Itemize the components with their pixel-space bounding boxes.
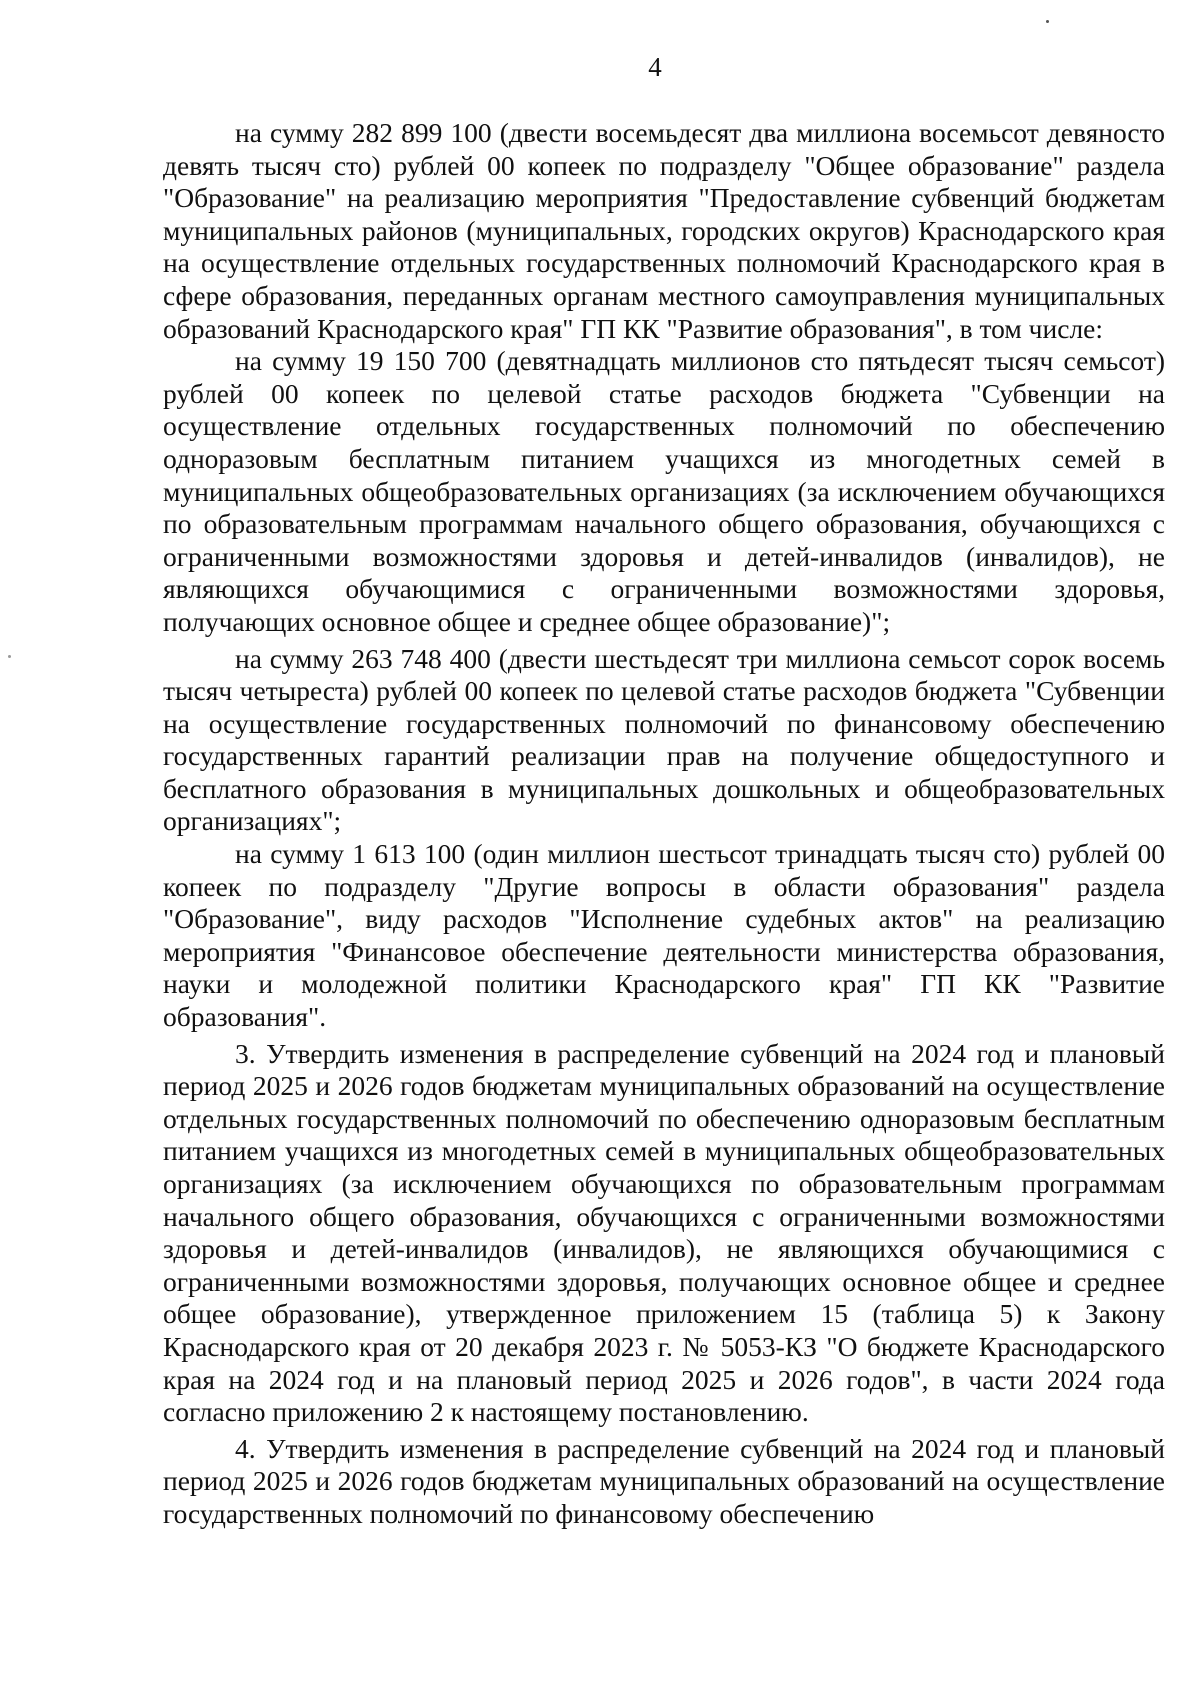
paragraph-general-education-amount: на сумму 282 899 100 (двести восемьдесят два миллиона восемьсот девяносто девять тысяч сто) рублей 00 копеек по подразделу "Общее образование" раздела "Образование" на реализацию мероприятия "Предоставление субвенций бюджетам муниципальных районов (муниципальных, городских округов) Краснодарского края на осуществление отдельных государственных полномочий Краснодарского края в сфере образования, переданных органам местного самоуправления муниципальных образований Краснодарского края" ГП КК "Развитие образования", в том числе: (163, 117, 1165, 344)
page-number: 4 (648, 52, 662, 82)
document-body (163, 117, 1165, 1531)
paragraph-item-4: 4. Утвердить изменения в распределение субвенций на 2024 год и плановый период 2025 и 2026 годов бюджетам муниципальных образований на осуществление государственных полномочий по финансовому обеспечению (163, 1432, 1165, 1529)
paragraph-free-meals-subvention: на сумму 19 150 700 (девятнадцать миллионов сто пятьдесят тысяч семьсот) рублей 00 копеек по целевой статье расходов бюджета "Субвенции на осуществление отдельных государственных полномочий по обеспечению одноразовым бесплатным питанием учащихся из многодетных семей в муниципальных общеобразовательных организациях (за исключением обучающихся по образовательным программам начального общего образования, обучающихся с ограниченными возможностями здоровья и детей-инвалидов (инвалидов), не являющихся обучающимися с ограниченными возможностями здоровья, получающих основное общее и среднее общее образование)"; (163, 345, 1165, 637)
scan-speck (1046, 20, 1049, 23)
paragraph-item-3: 3. Утвердить изменения в распределение субвенций на 2024 год и плановый период 2025 и 2026 годов бюджетам муниципальных образований на осуществление отдельных государственных полномочий по обеспечению одноразовым бесплатным питанием учащихся из многодетных семей в муниципальных общеобразовательных организациях (за исключением обучающихся по образовательным программам начального общего образования, обучающихся с ограниченными возможностями здоровья и детей-инвалидов (инвалидов), не являющихся обучающимися с ограниченными возможностями здоровья, получающих основное общее и среднее общее образование), утвержденное приложением 15 (таблица 5) к Закону Краснодарского края от 20 декабря 2023 г. № 5053-КЗ "О бюджете Краснодарского края на 2024 год и на плановый период 2025 и 2026 годов", в части 2024 года согласно приложению 2 к настоящему постановлению. (163, 1037, 1165, 1428)
paragraph-state-guarantees-subvention: на сумму 263 748 400 (двести шестьдесят три миллиона семьсот сорок восемь тысяч четыреста) рублей 00 копеек по целевой статье расходов бюджета "Субвенции на осуществление государственных полномочий по финансовому обеспечению государственных гарантий реализации прав на получение общедоступного и бесплатного образования в муниципальных дошкольных и общеобразовательных организациях"; (163, 642, 1165, 837)
scan-speck (8, 655, 11, 658)
paragraph-court-acts-amount: на сумму 1 613 100 (один миллион шестьсот тринадцать тысяч сто) рублей 00 копеек по подразделу "Другие вопросы в области образования" раздела "Образование", виду расходов "Исполнение судебных актов" на реализацию мероприятия "Финансовое обеспечение деятельности министерства образования, науки и молодежной политики Краснодарского края" ГП КК "Развитие образования". (163, 838, 1165, 1033)
